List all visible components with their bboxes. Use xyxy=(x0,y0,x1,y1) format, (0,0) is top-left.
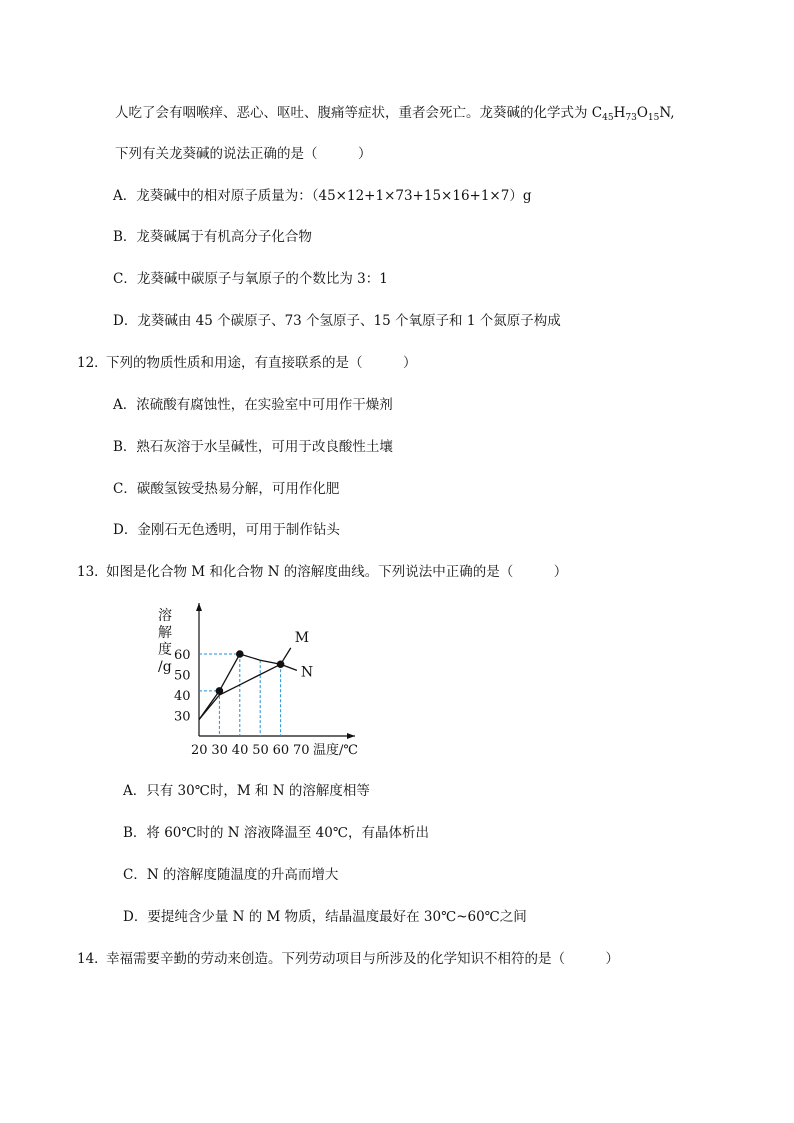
y-axis-label-char: 解 xyxy=(158,625,172,641)
q11-stem-line2: 下列有关龙葵碱的说法正确的是（ ） xyxy=(115,146,372,162)
y-axis-label-char: 溶 xyxy=(158,608,172,624)
formula-sub-o: 15 xyxy=(647,113,660,123)
formula-n: N, xyxy=(659,105,675,121)
q11-option-d: D．龙葵碱由 45 个碳原子、73 个氢原子、15 个氧原子和 1 个氮原子构成 xyxy=(113,313,561,329)
q11-stem-text: 人吃了会有咽喉痒、恶心、呕吐、腹痛等症状，重者会死亡。龙葵碱的化学式为 C xyxy=(115,105,603,121)
x-tick-label: 60 xyxy=(272,743,290,758)
x-axis-label: 温度/℃ xyxy=(313,743,358,758)
q14-stem: 幸福需要辛勤的劳动来创造。下列劳动项目与所涉及的化学知识不相符的是（ ） xyxy=(106,951,619,967)
solubility-chart xyxy=(150,598,370,763)
formula-o: O xyxy=(636,105,648,121)
q11-option-c: C．龙葵碱中碳原子与氧原子的个数比为 3：1 xyxy=(113,271,388,287)
series-label-N: N xyxy=(300,664,314,681)
q12-number: 12． xyxy=(77,355,108,371)
y-tick-label: 60 xyxy=(174,648,191,663)
q11-option-a: A．龙葵碱中的相对原子质量为：（45×12+1×73+15×16+1×7）g xyxy=(113,188,532,204)
y-axis-arrow xyxy=(196,603,202,611)
q12-option-c: C．碳酸氢铵受热易分解，可用作化肥 xyxy=(113,481,340,497)
x-tick-label: 70 xyxy=(293,743,310,758)
x-tick-label: 20 xyxy=(191,743,208,758)
x-axis-arrow xyxy=(347,733,355,739)
q13-number: 13． xyxy=(77,564,108,580)
y-axis-label-char: /g xyxy=(158,659,172,675)
series-label-M: M xyxy=(294,629,310,646)
q13-option-d: D．要提纯含少量 N 的 M 物质，结晶温度最好在 30℃~60℃之间 xyxy=(123,909,527,925)
q12-option-b: B．熟石灰溶于水呈碱性，可用于改良酸性土壤 xyxy=(113,439,393,455)
data-point xyxy=(236,650,244,658)
q12-option-d: D．金刚石无色透明，可用于制作钻头 xyxy=(113,522,340,538)
formula-sub-c: 45 xyxy=(602,113,614,123)
data-point xyxy=(277,660,285,668)
formula-h: H xyxy=(613,105,626,121)
q13-stem: 如图是化合物 M 和化合物 N 的溶解度曲线。下列说法中正确的是（ ） xyxy=(106,564,568,580)
formula-sub-h: 73 xyxy=(625,113,637,123)
x-tick-label: 40 xyxy=(231,743,249,758)
q13-option-c: C．N 的溶解度随温度的升高而增大 xyxy=(123,867,339,883)
y-axis-label-char: 度 xyxy=(158,642,172,658)
y-tick-label: 50 xyxy=(174,668,191,684)
y-tick-label: 30 xyxy=(174,709,191,725)
series-curve-M xyxy=(199,648,291,720)
y-tick-label: 40 xyxy=(174,689,191,704)
q13-option-a: A．只有 30℃时，M 和 N 的溶解度相等 xyxy=(123,783,370,799)
q12-stem: 下列的物质性质和用途，有直接联系的是（ ） xyxy=(106,355,417,371)
q11-option-b: B．龙葵碱属于有机高分子化合物 xyxy=(113,229,312,245)
q12-option-a: A．浓硫酸有腐蚀性，在实验室中可用作干燥剂 xyxy=(113,397,393,413)
data-point xyxy=(216,687,224,695)
x-tick-label: 50 xyxy=(252,743,269,758)
x-tick-label: 30 xyxy=(211,743,228,758)
q13-option-b: B．将 60℃时的 N 溶液降温至 40℃，有晶体析出 xyxy=(123,825,429,841)
q14-number: 14． xyxy=(77,951,108,967)
q11-stem-line1 xyxy=(115,104,675,127)
